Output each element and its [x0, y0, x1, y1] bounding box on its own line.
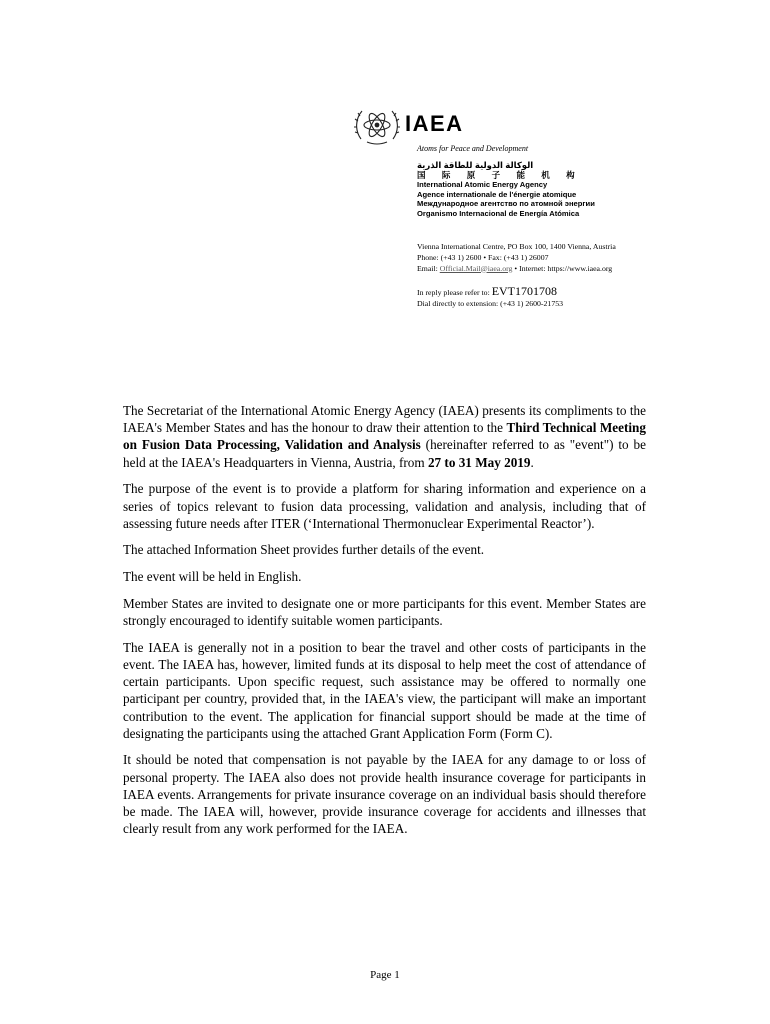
- email-label: Email:: [417, 263, 438, 273]
- letter-body: [123, 402, 646, 847]
- reply-line: [417, 283, 717, 298]
- reply-label: In reply please refer to:: [417, 287, 490, 297]
- agency-name-french: Agence internationale de l'énergie atomique: [417, 189, 577, 199]
- paragraph-6: The IAEA is generally not in a position to bear the travel and other costs of participants in the event. The IAEA has, however, limited funds at its disposal to help meet the cost of attendance of certain participants. Upon specific request, such assistance may be offered to normally one participant per country, provided that, in the IAEA's view, the participant will make an important contribution to the event. The application for financial support should be made at the time of designating the participants using the attached Grant Application Form (Form C).: [123, 639, 646, 741]
- p1-text-end: .: [530, 454, 534, 470]
- paragraph-2: The purpose of the event is to provide a platform for sharing information and experience on a series of topics relevant to fusion data processing, validation and analysis, including that of assessing future needs after ITER (‘International Thermonuclear Experimental Reactor’).: [123, 481, 646, 531]
- event-title: Third Technical Meeting on Fusion Data Processing, Validation and Analysis: [123, 420, 646, 453]
- p1-text-middle: (hereinafter referred to as "event") to be held at the IAEA's Headquarters in Vienna, Austria, from: [123, 437, 646, 470]
- email-link[interactable]: Official.Mail@iaea.org: [439, 263, 513, 273]
- agency-name-chinese: 国 际 原 子 能 机 构: [417, 169, 582, 180]
- paragraph-3: The attached Information Sheet provides further details of the event.: [123, 542, 485, 558]
- address: Vienna International Centre, PO Box 100, 1400 Vienna, Austria: [417, 241, 616, 251]
- paragraph-4: The event will be held in English.: [123, 569, 302, 585]
- email-internet-line: [417, 263, 717, 274]
- event-dates: 27 to 31 May 2019: [427, 454, 531, 470]
- agency-name-arabic: الوكالة الدولية للطاقة الذرية: [417, 160, 534, 170]
- paragraph-1: [123, 402, 646, 471]
- iaea-logo: [353, 105, 493, 147]
- dial-extension: Dial directly to extension: (+43 1) 2600-21753: [417, 298, 564, 308]
- contact-block: [417, 241, 717, 274]
- agency-name-russian: Международное агентство по атомной энергии: [417, 199, 595, 209]
- page-number: Page 1: [370, 969, 400, 981]
- logo-text: IAEA: [405, 111, 464, 136]
- motto: Atoms for Peace and Development: [417, 144, 529, 153]
- paragraph-7: It should be noted that compensation is not payable by the IAEA for any damage to or loss of personal property. The IAEA also does not provide health insurance coverage for participants in IAEA events. Arrangements for private insurance coverage on an individual basis should therefore be made. The IAEA will, however, provide insurance coverage for accidents and illnesses that clearly result from any work performed for the IAEA.: [123, 752, 646, 837]
- phone-fax: Phone: (+43 1) 2600 • Fax: (+43 1) 26007: [417, 252, 549, 262]
- reference-block: [417, 283, 717, 309]
- agency-name-spanish: Organismo Internacional de Energía Atómica: [417, 208, 580, 218]
- internet: • Internet: https://www.iaea.org: [514, 263, 613, 273]
- atom-laurel-icon: [353, 105, 401, 147]
- agency-name-english: International Atomic Energy Agency: [417, 180, 548, 190]
- p1-text-start: The Secretariat of the International Atomic Energy Agency (IAEA) presents its compliments to the IAEA's Member States and has the honour to draw their attention to the: [123, 403, 646, 436]
- letterhead: [417, 143, 717, 309]
- paragraph-5: Member States are invited to designate one or more participants for this event. Member States are strongly encouraged to identify suitable women participants.: [123, 595, 646, 629]
- reference-code: EVT1701708: [491, 283, 558, 298]
